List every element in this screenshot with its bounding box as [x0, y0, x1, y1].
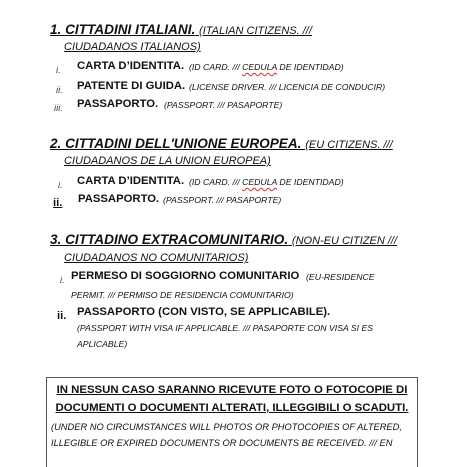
- item-note: (ID CARD. /// CEDULA DE IDENTIDAD): [189, 62, 344, 72]
- item-number: i.: [56, 65, 61, 76]
- item-number: ii.: [56, 85, 63, 96]
- notice-box: [46, 377, 418, 467]
- item-label: PASSAPORTO (CON VISTO, SE APPLICABILE).: [77, 306, 331, 318]
- item-label: PASSAPORTO.: [77, 98, 159, 110]
- section2-heading-translation: (EU CITIZENS. ///: [305, 139, 393, 151]
- item-label: PERMESO DI SOGGIORNO COMUNITARIO: [71, 270, 300, 282]
- item-number: ii.: [53, 197, 63, 209]
- item-label: PASSAPORTO.: [78, 193, 160, 205]
- section2-heading: [50, 136, 393, 151]
- section1-heading-text: 1. CITTADINI ITALIANI.: [50, 22, 196, 37]
- notice-line-1: IN NESSUN CASO SARANNO RICEVUTE FOTO O FOTOCOPIE DI: [56, 384, 408, 396]
- item-note: (EU-RESIDENCE: [306, 272, 375, 282]
- notice-line-2: DOCUMENTI O DOCUMENTI ALTERATI, ILLEGGIBILI O SCADUTI.: [55, 402, 409, 414]
- section3-item-1-note-cont: PERMIT. /// PERMISO DE RESIDENCIA COMUNITARIO): [71, 290, 294, 300]
- section2-heading-translation-es: CIUDADANOS DE LA UNION EUROPEA): [64, 155, 271, 167]
- item-note: (PASSPORT. /// PASAPORTE): [164, 100, 283, 110]
- item-note: (ID CARD. /// CEDULA DE IDENTIDAD): [189, 177, 344, 187]
- section2-item-2: [53, 193, 282, 211]
- section3-heading: [50, 232, 397, 247]
- item-label: PATENTE DI GUIDA.: [77, 80, 186, 92]
- section3-heading-text: 3. CITTADINO EXTRACOMUNITARIO.: [50, 232, 289, 247]
- section2-item-1: [58, 175, 344, 193]
- section3-heading-translation: (NON-EU CITIZEN ///: [291, 235, 398, 247]
- section1-item-1: [56, 60, 344, 78]
- section3-item-1: [60, 270, 375, 288]
- item-number: ii.: [57, 310, 67, 322]
- item-number: iii.: [54, 103, 63, 114]
- item-note: (PASSPORT. /// PASAPORTE): [163, 195, 282, 205]
- item-label: CARTA D’IDENTITA.: [77, 175, 185, 187]
- section1-heading: [50, 22, 312, 37]
- section1-heading-translation: (ITALIAN CITIZENS. ///: [199, 25, 312, 37]
- item-number: i.: [60, 275, 65, 286]
- section2-heading-text: 2. CITTADINI DELL'UNIONE EUROPEA.: [50, 136, 302, 151]
- section3-heading-translation-es: CIUDADANOS NO COMUNITARIOS): [64, 252, 249, 264]
- section3-item-2: [57, 306, 331, 324]
- section3-item-2-note: (PASSPORT WITH VISA IF APPLICABLE. /// PASAPORTE CON VISA SI ES: [77, 323, 374, 333]
- section1-item-3: [54, 98, 283, 116]
- section3-item-2-note-cont: APLICABLE): [77, 339, 128, 349]
- item-number: i.: [58, 180, 63, 191]
- notice-translation-2: ILLEGIBLE OR EXPIRED DOCUMENTS OR DOCUMENTS BE RECEIVED. /// EN: [51, 438, 393, 448]
- item-note: (LICENSE DRIVER. /// LICENCIA DE CONDUCIR): [189, 82, 386, 92]
- section1-item-2: [56, 80, 386, 98]
- notice-translation-1: (UNDER NO CIRCUMSTANCES WILL PHOTOS OR PHOTOCOPIES OF ALTERED,: [51, 422, 402, 432]
- section1-heading-translation-es: CIUDADANOS ITALIANOS): [64, 41, 201, 53]
- item-label: CARTA D’IDENTITA.: [77, 60, 185, 72]
